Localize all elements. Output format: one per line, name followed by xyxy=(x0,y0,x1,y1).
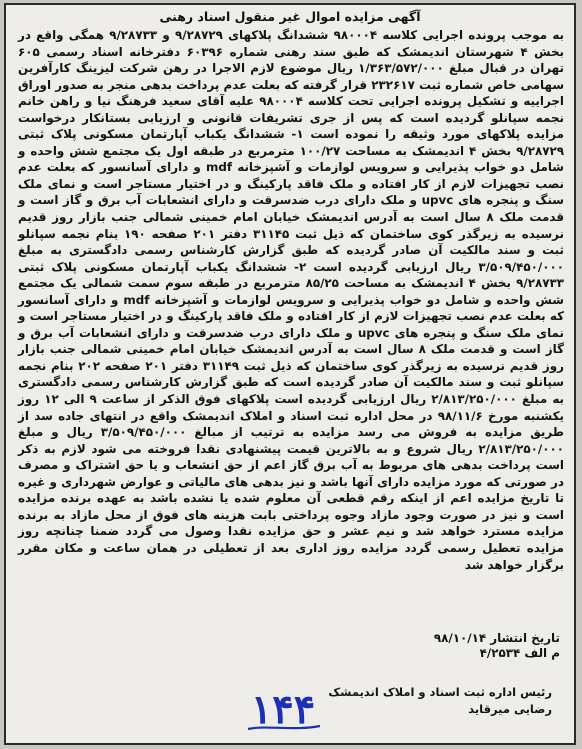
stamp-number: ۱۴۴ xyxy=(250,686,316,733)
publish-date: تاریخ انتشار ۹۸/۱۰/۱۴ xyxy=(433,631,560,645)
notice-title: آگهی مزایده اموال غیر منقول اسناد رهنی xyxy=(159,9,421,24)
notice-body: به موجب پرونده اجرایی کلاسه ۹۸۰۰۰۴ ششدانگ پلاکهای ۹/۲۸۷۲۹ و ۹/۲۸۷۳۳ همگی واقع در بخش ۴ شهرستان اندیمشک که طبق سند رهنی شماره ۶۰۳۹۶ دفترخانه اسناد رسمی ۶۰۵ تهران در قبال مبلغ ۱/۳۶۳/۵۷۲/۰۰۰ ریال موضوع لازم الاجرا در رهن شرکت لیزینگ کارآفرین سهامی خاص شماره ثبت ۲۳۲۶۱۷ قرار گرفته که بعلت عدم پرداخت بدهی منجر به صدور اوراق اجراییه و تشکیل پرونده اجرایی تحت کلاسه ۹۸۰۰۰۴ علیه آقای سعید فرهنگ نیا و راهن خانم نجمه سپانلو گردیده است که پس از جری تشریفات قانونی و ارزیابی بستانکار درخواست مزایده پلاکهای مورد وثیقه را نموده است ۱- ششدانگ یکباب آپارتمان مسکونی پلاک ثبتی ۹/۲۸۷۲۹ بخش ۴ اندیمشک به مساحت ۱۰۰/۲۷ مترمربع در طبقه اول یک مجتمع شش واحده و شامل دو خواب پذیرایی و سرویس لوازمات و آشپزخانه mdf و دارای آسانسور که بعلت عدم نصب تجهیزات لازم از کار افتاده و ملک فاقد پارکینگ و در اختیار مستاجر است و نمای ملک سنگ و پنجره های upvc و ملک دارای درب ضدسرقت و دارای انشعابات آب برق و گاز است و قدمت ملک ۸ سال است به آدرس اندیمشک خیابان امام خمینی شمالی جنب بازار روز قدیم نرسیده به زیرگذر کوی ساختمان که ذیل ثبت ۳۱۱۴۵ دفتر ۲۰۱ صفحه ۱۹۰ بنام نجمه سپانلو ثبت و سند مالکیت آن صادر گردیده که طبق گزارش کارشناس رسمی دادگستری به مبلغ ۳/۵۰۹/۴۵۰/۰۰۰ ریال ارزیابی گردیده است ۲- ششدانگ یکباب آپارتمان مسکونی پلاک ثبتی ۹/۲۸۷۳۳ بخش ۴ اندیمشک به مساحت ۸۵/۲۵ مترمربع در طبقه سوم سمت شمالی یک مجتمع شش واحده و شامل دو خواب پذیرایی و سرویس لوازمات و آشپزخانه mdf و دارای آسانسور که بعلت عدم نصب تجهیزات لازم از کار افتاده و ملک فاقد پارکینگ و در اختیار مستاجر است و نمای ملک سنگ و پنجره های upvc و ملک دارای درب ضدسرقت و دارای انشعابات آب برق و گاز است و قدمت ملک ۸ سال است به آدرس اندیمشک خیابان امام خمینی شمالی جنب بازار روز قدیم نرسیده به زیرگذر کوی ساختمان که ذیل ثبت ۳۱۱۴۹ دفتر ۲۰۱ صفحه ۲۰۲ بنام نجمه سپانلو ثبت و سند مالکیت آن صادر گردیده است که طبق گزارش کارشناس رسمی دادگستری به مبلغ ۲/۸۱۳/۲۵۰/۰۰۰ ریال ارزیابی گردیده است پلاکهای فوق الذکر از ساعت ۹ الی ۱۲ روز یکشنبه مورخ ۹۸/۱۱/۶ در محل اداره ثبت اسناد و املاک اندیمشک واقع در انتهای جاده سد از طریق مزایده به فروش می رسد مزایده به ترتیب از مبالغ ۳/۵۰۹/۴۵۰/۰۰۰ ریال و مبلغ ۲/۸۱۳/۲۵۰/۰۰۰ ریال شروع و به بالاترین قیمت پیشنهادی نقدا فروخته می شود لازم به ذکر است پرداخت بدهی های مربوط به آب برق گاز اعم از حق انشعاب و یا حق اشتراک و مصرف در صورتی که مورد مزایده دارای آنها باشد و نیز بدهی های مالیاتی و عوارض شهرداری و غیره تا تاریخ مزایده اعم از اینکه رقم قطعی آن معلوم شده یا نشده باشد به عهده برنده مزایده است و نیز در صورت وجود مازاد وجوه پرداختی بابت هزینه های فوق از محل مازاد به برنده مزایده مسترد خواهد شد و نیم عشر و حق مزایده نقدا وصول می گردد ضمنا چنانچه روز مزایده تعطیل رسمی گردد مزایده روز اداری بعد از تعطیلی در همان ساعت و مکان مقرر برگزار خواهد شد xyxy=(18,28,565,572)
notice-code: م الف ۴/۲۵۳۴ xyxy=(479,646,560,660)
notice-paper xyxy=(4,3,576,745)
signature-title: رئیس اداره ثبت اسناد و املاک اندیمشک xyxy=(328,685,552,699)
signature-name: رضایی میرقاید xyxy=(468,702,552,716)
handwritten-number-stamp xyxy=(242,685,324,733)
